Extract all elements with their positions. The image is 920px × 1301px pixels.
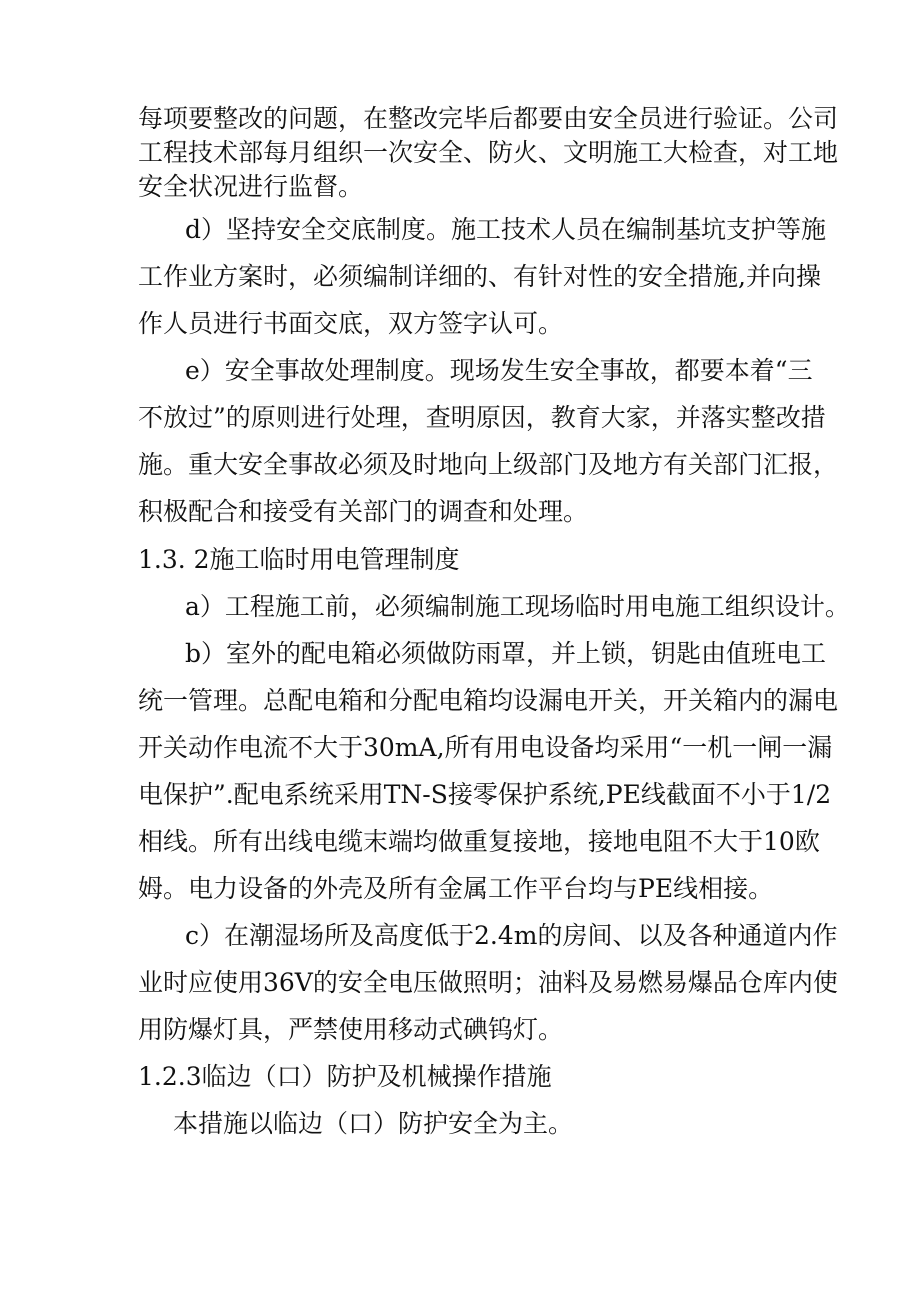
text-line-21: 用防爆灯具，严禁使用移动式碘钨灯。 bbox=[138, 1015, 564, 1044]
text-line-23: 本措施以临边（口）防护安全为主。 bbox=[173, 1109, 574, 1138]
text-line-16: 电保护”.配电系统采用TN-S接零保护系统,PE线截面不小于1/2 bbox=[138, 780, 832, 809]
text-line-10: 积极配合和接受有关部门的调查和处理。 bbox=[138, 497, 589, 526]
text-line-9: 施。重大安全事故必须及时地向上级部门及地方有关部门汇报， bbox=[138, 450, 839, 479]
text-line-1: 每项要整改的问题，在整改完毕后都要由安全员进行验证。公司 bbox=[138, 104, 839, 133]
section-heading-1-3-2: 1.3. 2施工临时用电管理制度 bbox=[138, 545, 460, 574]
text-line-5: 工作业方案时，必须编制详细的、有针对性的安全措施,并向操 bbox=[138, 262, 821, 291]
text-line-2: 工程技术部每月组织一次安全、防火、文明施工大检查，对工地 bbox=[138, 138, 839, 167]
text-line-3: 安全状况进行监督。 bbox=[138, 172, 364, 201]
text-line-14: 统一管理。总配电箱和分配电箱均设漏电开关，开关箱内的漏电 bbox=[138, 686, 839, 715]
text-line-6: 作人员进行书面交底，双方签字认可。 bbox=[138, 309, 564, 338]
text-line-20: 业时应使用36V的安全电压做照明；油料及易燃易爆品仓库内使 bbox=[138, 968, 838, 997]
text-line-4: d）坚持安全交底制度。施工技术人员在编制基坑支护等施 bbox=[185, 215, 827, 244]
text-line-13: b）室外的配电箱必须做防雨罩，并上锁，钥匙由值班电工 bbox=[185, 639, 827, 668]
text-line-8: 不放过”的原则进行处理，查明原因，教育大家，并落实整改措 bbox=[138, 403, 826, 432]
text-line-15: 开关动作电流不大于30mA,所有用电设备均采用“一机一闸一漏 bbox=[138, 733, 833, 762]
text-line-17: 相线。所有出线电缆末端均做重复接地，接地电阻不大于10欧 bbox=[138, 827, 820, 856]
text-line-19: c）在潮湿场所及高度低于2.4m的房间、以及各种通道内作 bbox=[185, 921, 838, 950]
text-line-12: a）工程施工前，必须编制施工现场临时用电施工组织设计。 bbox=[185, 592, 850, 621]
text-line-18: 姆。电力设备的外壳及所有金属工作平台均与PE线相接。 bbox=[138, 874, 774, 903]
section-heading-1-2-3: 1.2.3临边（口）防护及机械操作措施 bbox=[138, 1062, 552, 1091]
text-line-7: e）安全事故处理制度。现场发生安全事故，都要本着“三 bbox=[185, 356, 813, 385]
